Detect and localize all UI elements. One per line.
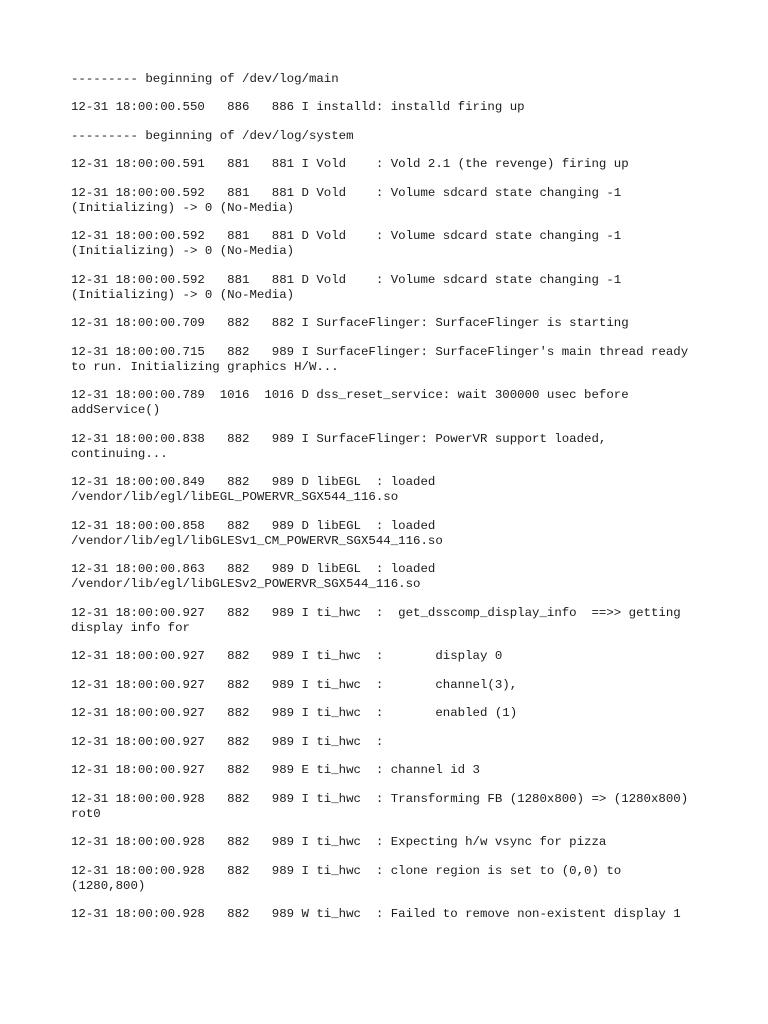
log-entry xyxy=(71,517,711,561)
log-entry xyxy=(71,561,711,605)
log-entry xyxy=(71,99,711,128)
log-entry xyxy=(71,228,711,272)
log-line: 12-31 18:00:00.789 1016 1016 D dss_reset_service: wait 300000 usec before xyxy=(71,388,629,402)
log-entry xyxy=(71,862,711,906)
log-entry xyxy=(71,271,711,315)
log-line: 12-31 18:00:00.927 882 989 I ti_hwc : display 0 xyxy=(71,649,503,663)
log-line: --------- beginning of /dev/log/main xyxy=(71,71,339,86)
log-entry xyxy=(71,474,711,518)
log-entry xyxy=(71,315,711,344)
log-entry xyxy=(71,387,711,431)
log-entry xyxy=(71,790,711,834)
log-line: 12-31 18:00:00.927 882 989 I ti_hwc : get_dsscomp_display_info ==>> getting xyxy=(71,605,681,620)
log-line: (Initializing) -> 0 (No-Media) xyxy=(71,287,295,302)
log-line: /vendor/lib/egl/libGLESv2_POWERVR_SGX544_116.so xyxy=(71,577,421,591)
log-line: --------- beginning of /dev/log/system xyxy=(71,128,354,143)
log-entry xyxy=(71,676,711,705)
log-line: 12-31 18:00:00.928 882 989 I ti_hwc : clone region is set to (0,0) to xyxy=(71,863,622,878)
log-line: 12-31 18:00:00.928 882 989 I ti_hwc : Transforming FB (1280x800) => (1280x800) xyxy=(71,791,689,806)
log-line: 12-31 18:00:00.715 882 989 I SurfaceFlinger: SurfaceFlinger's main thread ready xyxy=(71,344,689,359)
log-line: 12-31 18:00:00.592 881 881 D Vold : Volume sdcard state changing -1 xyxy=(71,272,622,287)
log-entry xyxy=(71,184,711,228)
log-line: rot0 xyxy=(71,806,101,821)
log-line: 12-31 18:00:00.591 881 881 I Vold : Vold 2.1 (the revenge) firing up xyxy=(71,157,629,171)
log-line: display info for xyxy=(71,620,190,635)
log-line: 12-31 18:00:00.849 882 989 D libEGL : loaded xyxy=(71,475,436,489)
log-line: 12-31 18:00:00.709 882 882 I SurfaceFlinger: SurfaceFlinger is starting xyxy=(71,316,629,330)
log-line: (Initializing) -> 0 (No-Media) xyxy=(71,200,295,215)
log-entry xyxy=(71,648,711,677)
log-document xyxy=(71,70,711,934)
log-line: 12-31 18:00:00.863 882 989 D libEGL : loaded xyxy=(71,562,436,576)
log-entry xyxy=(71,906,711,935)
log-entry xyxy=(71,604,711,648)
log-line: 12-31 18:00:00.550 886 886 I installd: installd firing up xyxy=(71,100,525,114)
log-entry xyxy=(71,733,711,762)
log-line: /vendor/lib/egl/libGLESv1_CM_POWERVR_SGX544_116.so xyxy=(71,533,443,548)
log-line: to run. Initializing graphics H/W... xyxy=(71,359,339,374)
log-line: 12-31 18:00:00.927 882 989 I ti_hwc : xyxy=(71,734,384,749)
log-line: 12-31 18:00:00.838 882 989 I SurfaceFlinger: PowerVR support loaded, xyxy=(71,431,607,446)
log-line: addService() xyxy=(71,403,161,417)
log-line: 12-31 18:00:00.928 882 989 W ti_hwc : Failed to remove non-existent display 1 xyxy=(71,907,681,921)
log-entry xyxy=(71,834,711,863)
log-entry xyxy=(71,156,711,185)
log-entry xyxy=(71,430,711,474)
log-line: 12-31 18:00:00.927 882 989 I ti_hwc : enabled (1) xyxy=(71,706,518,720)
log-line: 12-31 18:00:00.592 881 881 D Vold : Volume sdcard state changing -1 xyxy=(71,185,622,200)
log-entry xyxy=(71,127,711,156)
log-line: continuing... xyxy=(71,446,168,461)
log-entry xyxy=(71,70,711,99)
log-line: 12-31 18:00:00.927 882 989 E ti_hwc : channel id 3 xyxy=(71,763,480,777)
log-line: 12-31 18:00:00.592 881 881 D Vold : Volume sdcard state changing -1 xyxy=(71,229,622,243)
log-line: 12-31 18:00:00.927 882 989 I ti_hwc : channel(3), xyxy=(71,677,518,692)
log-entry xyxy=(71,762,711,791)
log-line: (1280,800) xyxy=(71,878,146,893)
log-line: (Initializing) -> 0 (No-Media) xyxy=(71,244,295,258)
log-line: 12-31 18:00:00.858 882 989 D libEGL : loaded xyxy=(71,518,436,533)
log-entry xyxy=(71,343,711,387)
log-entry xyxy=(71,705,711,734)
log-line: /vendor/lib/egl/libEGL_POWERVR_SGX544_116.so xyxy=(71,490,399,504)
log-line: 12-31 18:00:00.928 882 989 I ti_hwc : Expecting h/w vsync for pizza xyxy=(71,835,607,849)
